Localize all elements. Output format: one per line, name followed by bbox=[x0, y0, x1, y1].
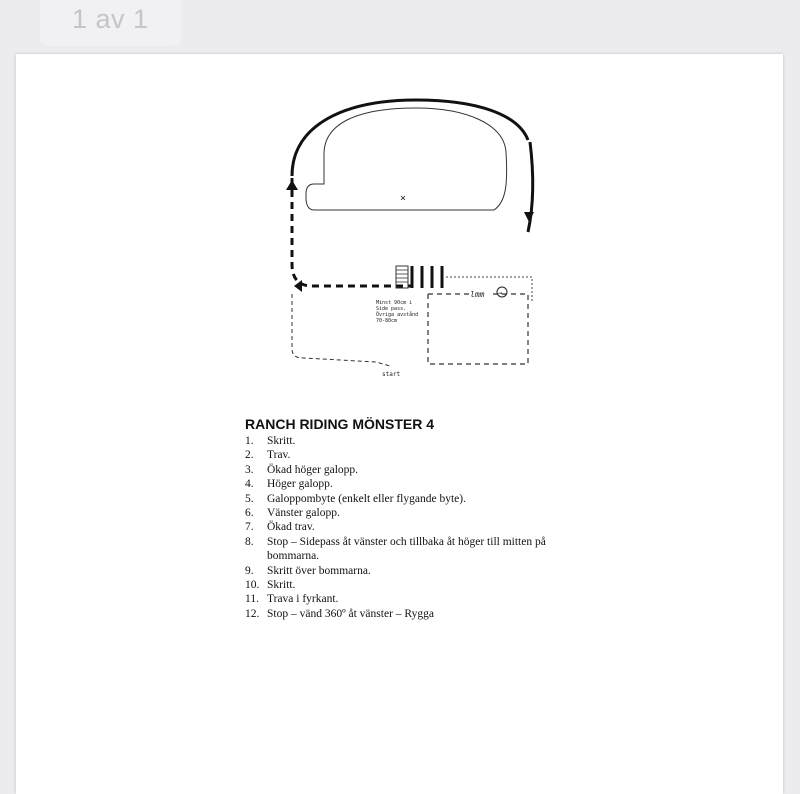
step-text: Stop – Sidepass åt vänster och tillbaka åt höger till mitten på bommarna. bbox=[267, 535, 546, 563]
pole-note-line-1: Minst 90cm i bbox=[376, 300, 413, 306]
start-label: start bbox=[382, 371, 401, 378]
step-text: Stop – vänd 360º åt vänster – Rygga bbox=[267, 607, 434, 620]
step-text: Galoppombyte (enkelt eller flygande byte). bbox=[267, 492, 466, 505]
pole-note-line-3: Övriga avstånd bbox=[376, 312, 419, 318]
list-item bbox=[245, 592, 565, 606]
pole-note-line-2: Side pass. bbox=[376, 306, 407, 312]
ranch-riding-pattern-diagram bbox=[266, 94, 556, 378]
pdf-page bbox=[16, 54, 783, 794]
trot-square-path bbox=[428, 294, 528, 364]
list-item bbox=[245, 564, 565, 578]
step-number: 5. bbox=[245, 492, 254, 505]
right-arrow-icon bbox=[524, 212, 534, 222]
step-number: 4. bbox=[245, 478, 254, 491]
step-number: 1. bbox=[245, 435, 254, 447]
list-item bbox=[245, 520, 565, 534]
step-number: 6. bbox=[245, 507, 254, 520]
step-text: Ökad trav. bbox=[267, 521, 315, 534]
step-text: Höger galopp. bbox=[267, 478, 333, 491]
step-text: Trav. bbox=[267, 449, 291, 462]
list-item bbox=[245, 448, 565, 462]
list-item bbox=[245, 463, 565, 477]
step-text: Skritt. bbox=[267, 579, 296, 592]
left-trot-path bbox=[292, 178, 412, 286]
pattern-title: RANCH RIDING MÖNSTER 4 bbox=[245, 416, 435, 432]
page-indicator-label: 1 av 1 bbox=[72, 4, 149, 34]
step-text: Ökad höger galopp. bbox=[267, 463, 359, 476]
change-mark-icon: × bbox=[400, 193, 407, 204]
step-number: 11. bbox=[245, 593, 259, 606]
step-number: 2. bbox=[245, 449, 254, 462]
step-text: Vänster galopp. bbox=[267, 507, 340, 520]
bottom-arrow-icon bbox=[294, 280, 302, 292]
list-item bbox=[245, 535, 565, 564]
list-item bbox=[245, 578, 565, 592]
pole-note-line-4: 70-80cm bbox=[376, 318, 398, 324]
walk-path-dotted bbox=[446, 277, 532, 302]
step-text: Skritt. bbox=[267, 435, 296, 447]
spin-arrow-icon: → bbox=[498, 289, 503, 297]
lope-label: lmm bbox=[470, 290, 485, 299]
page-indicator bbox=[40, 0, 182, 46]
step-number: 3. bbox=[245, 463, 254, 476]
list-item bbox=[245, 492, 565, 506]
step-number: 10. bbox=[245, 579, 260, 592]
step-number: 9. bbox=[245, 564, 254, 577]
step-number: 8. bbox=[245, 535, 254, 548]
list-item bbox=[245, 607, 565, 621]
step-number: 12. bbox=[245, 607, 260, 620]
step-number: 7. bbox=[245, 521, 254, 534]
pattern-steps-list bbox=[245, 434, 565, 621]
step-text: Skritt över bommarna. bbox=[267, 564, 371, 577]
left-arrow-icon bbox=[286, 180, 298, 190]
list-item bbox=[245, 506, 565, 520]
list-item bbox=[245, 434, 565, 448]
step-text: Trava i fyrkant. bbox=[267, 593, 339, 606]
lope-track-path bbox=[306, 108, 507, 210]
list-item bbox=[245, 477, 565, 491]
